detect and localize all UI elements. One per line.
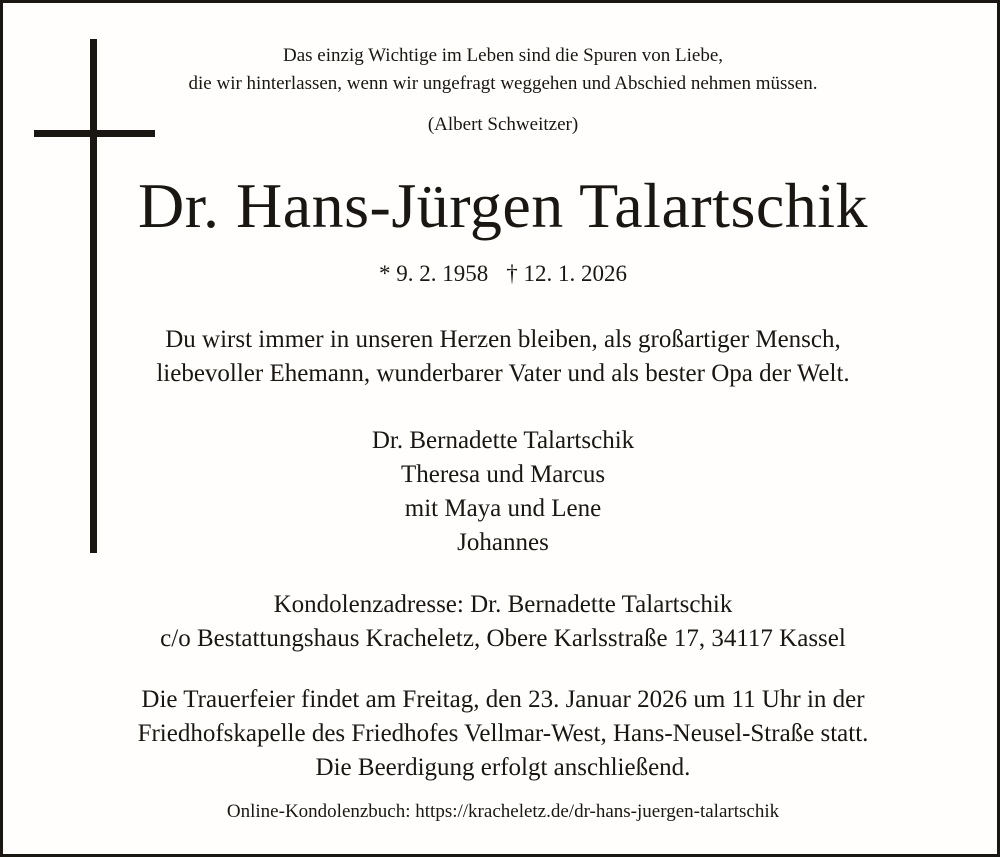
message-line-2: liebevoller Ehemann, wunderbarer Vater und als bester Opa der Welt. (156, 360, 850, 387)
online-condolence-book: Online-Kondolenzbuch: https://kracheletz.de/dr-hans-juergen-talartschik (226, 801, 780, 822)
family-member: mit Maya und Lene (404, 495, 602, 522)
condolence-address-line-2: c/o Bestattungshaus Kracheletz, Obere Karlsstraße 17, 34117 Kassel (160, 625, 846, 652)
quote-line-2: die wir hinterlassen, wenn wir ungefragt weggehen und Abschied nehmen müssen. (188, 73, 818, 94)
family-member: Dr. Bernadette Talartschik (371, 427, 635, 454)
family-member: Theresa und Marcus (400, 461, 606, 488)
service-line-3: Die Beerdigung erfolgt anschließend. (315, 754, 691, 781)
service-line-2: Friedhofskapelle des Friedhofes Vellmar-West, Hans-Neusel-Straße statt. (137, 720, 869, 747)
deceased-name: Dr. Hans-Jürgen Talartschik (137, 170, 869, 241)
message-line-1: Du wirst immer in unseren Herzen bleiben, als großartiger Mensch, (165, 326, 841, 353)
service-line-1: Die Trauerfeier findet am Freitag, den 23. Januar 2026 um 11 Uhr in der (141, 686, 865, 713)
quote-author: (Albert Schweitzer) (427, 114, 579, 135)
birth-date: * 9. 2. 1958 (379, 261, 489, 286)
family-member: Johannes (457, 529, 549, 556)
death-date: † 12. 1. 2026 (506, 261, 627, 286)
quote-line-1: Das einzig Wichtige im Leben sind die Spuren von Liebe, (283, 45, 723, 66)
condolence-address-line-1: Kondolenzadresse: Dr. Bernadette Talartschik (273, 591, 733, 618)
life-dates (3, 261, 1000, 287)
